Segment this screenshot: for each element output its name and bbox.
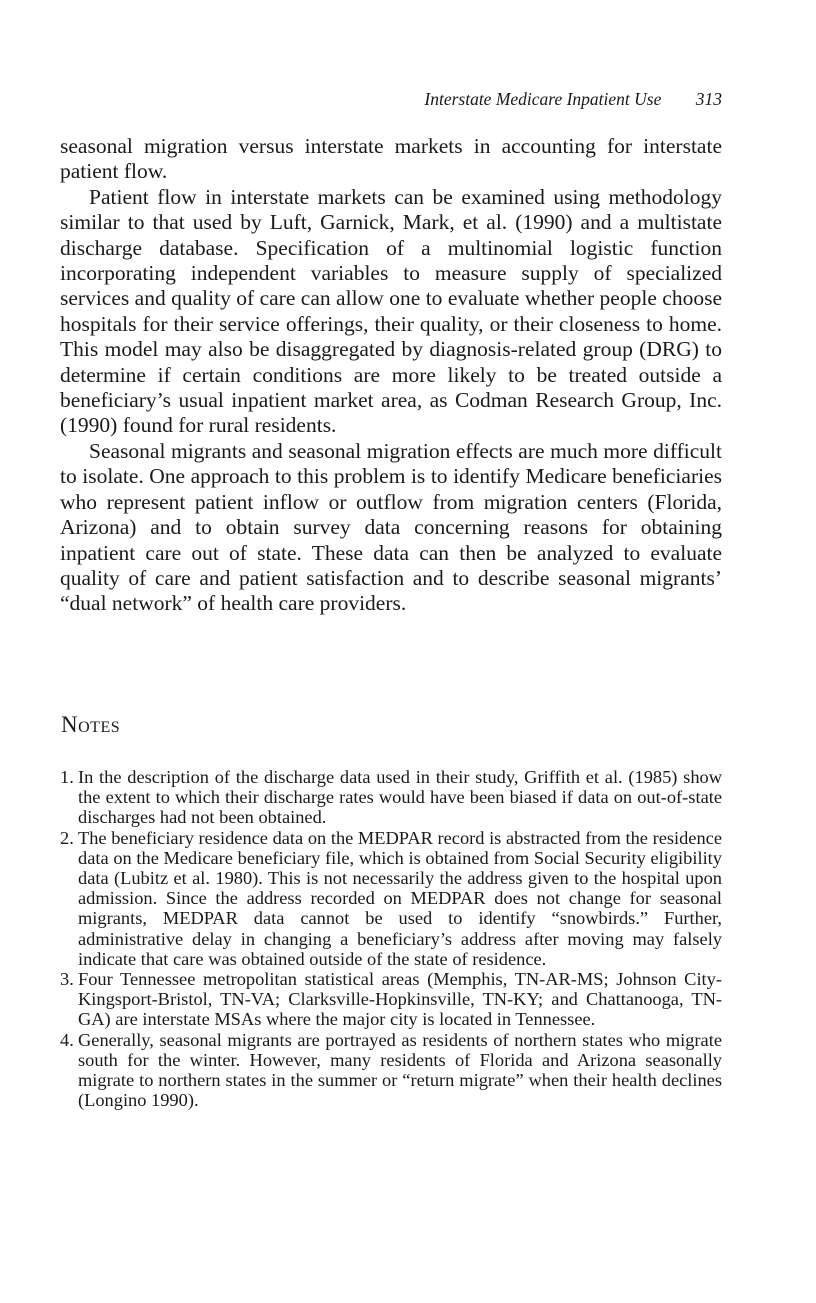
note-text: Generally, seasonal migrants are portrayed as residents of northern states who migrate south for the winter. However, many residents of Florida and Arizona seasonally migrate to northern states in the summer or “return migrate” when their health declines (Longino 1990). <box>78 1029 722 1111</box>
note-text: In the description of the discharge data used in their study, Griffith et al. (1985) show the extent to which their discharge rates would have been biased if data on out-of-state discharges had not been obtained. <box>78 767 722 828</box>
paragraph-seasonal-migrants: Seasonal migrants and seasonal migration effects are much more difficult to isolate. One approach to this problem is to identify Medicare beneficiaries who represent patient inflow or outflow from migration centers (Florida, Arizona) and to obtain survey data concerning reasons for obtaining inpatient care out of state. These data can then be analyzed to evaluate quality of care and patient satisfaction and to describe seasonal migrants’ “dual network” of health care providers. <box>60 438 722 616</box>
body-text <box>60 134 722 617</box>
note-text: The beneficiary residence data on the MEDPAR record is abstracted from the residence data on the Medicare beneficiary file, which is obtained from Social Security eligibility data (Lubitz et al. 1980). This is not necessarily the address given to the hospital upon admission. Since the address recorded on MEDPAR does not change for seasonal migrants, MEDPAR data cannot be used to identify “snowbirds.” Further, administrative delay in changing a beneficiary’s address after moving may falsely indicate that care was obtained outside of the state of residence. <box>78 827 722 969</box>
note-text: Four Tennessee metropolitan statistical areas (Memphis, TN-AR-MS; Johnson City-Kingsport-Bristol, TN-VA; Clarksville-Hopkinsville, TN-KY; and Chattanooga, TN-GA) are interstate MSAs where the major city is located in Tennessee. <box>78 969 722 1030</box>
note-item <box>60 1030 722 1111</box>
notes-list <box>60 767 722 1110</box>
paragraph-patient-flow: Patient flow in interstate markets can be examined using methodology similar to that used by Luft, Garnick, Mark, et al. (1990) and a multistate discharge database. Specification of a multinomial logistic function incorporating independent variables to measure supply of specialized services and quality of care can allow one to evaluate whether people choose hospitals for their service offerings, their quality, or their closeness to home. This model may also be disaggregated by diagnosis-related group (DRG) to determine if certain conditions are more likely to be treated outside a beneficiary’s usual inpatient market area, as Codman Research Group, Inc. (1990) found for rural residents. <box>60 184 722 438</box>
note-number: 2. <box>60 827 74 848</box>
note-item <box>60 828 722 969</box>
note-number: 1. <box>60 767 74 787</box>
note-number: 4. <box>60 1029 74 1050</box>
notes-heading: Notes <box>61 712 121 737</box>
running-head <box>424 89 722 110</box>
note-number: 3. <box>60 969 74 990</box>
note-item <box>60 969 722 1030</box>
running-head-title: Interstate Medicare Inpatient Use <box>424 89 662 109</box>
page-number: 313 <box>695 89 722 109</box>
note-item <box>60 767 722 828</box>
paragraph-continued: seasonal migration versus interstate markets in accounting for interstate patient flow. <box>60 134 722 184</box>
